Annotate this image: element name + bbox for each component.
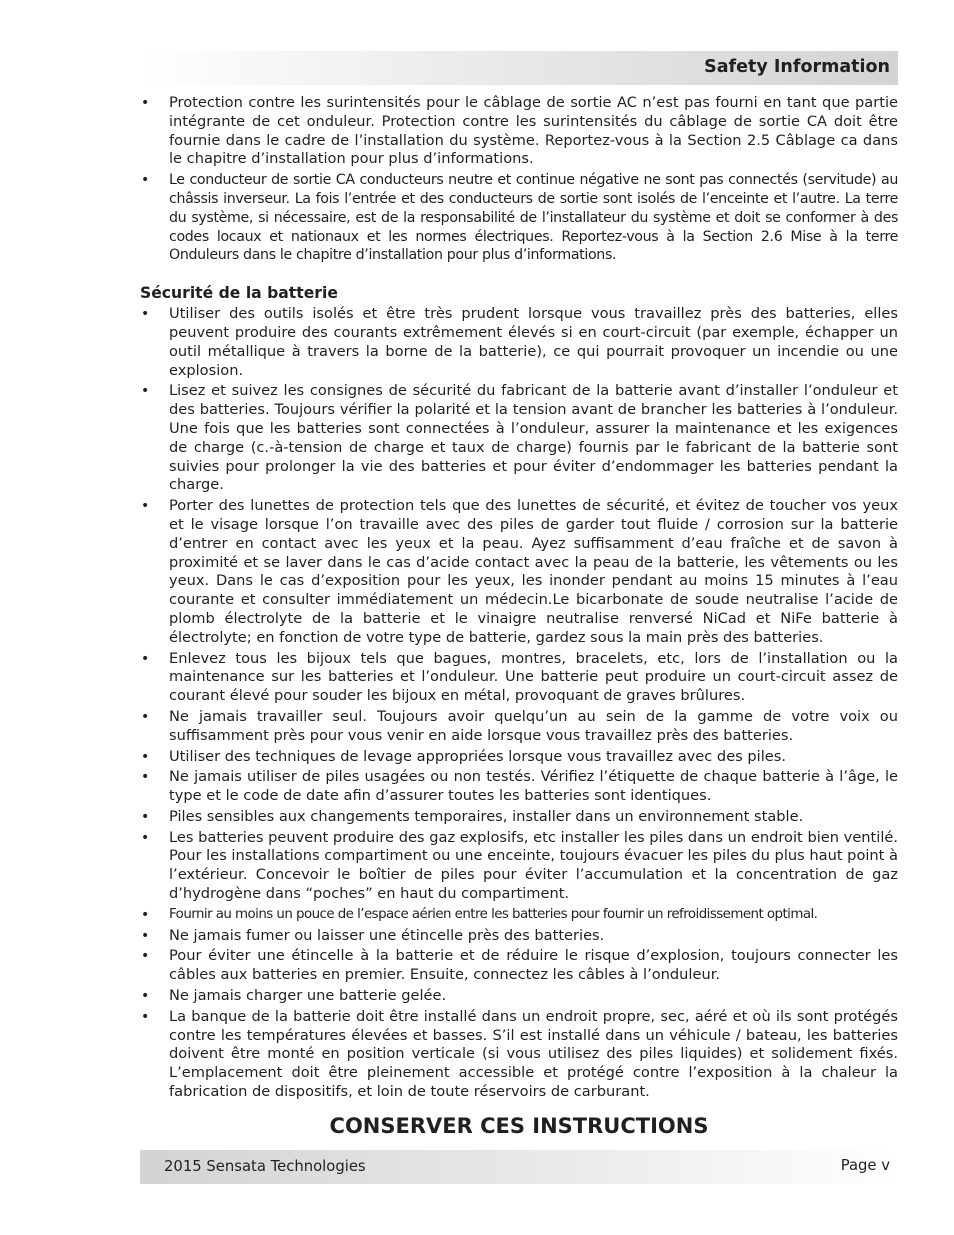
bullet-icon: •: [141, 172, 149, 189]
bullet-icon: •: [141, 927, 150, 944]
list-item-text: Les batteries peuvent produire des gaz explosifs, etc installer les piles dans un endroit bien ventilé. Pour les installations compartiment ou une enceinte, toujours évacuer les piles du plus haut point à l’extérieur. Concevoir le boîtier de piles pour éviter l’accumulation et la concentration de gaz d’hydrogène dans “poches” en haut du compartiment.: [169, 828, 898, 903]
list-item-text: Utiliser des techniques de levage appropriées lorsque vous travaillez avec des piles.: [169, 747, 787, 765]
list-item: [140, 1008, 898, 1102]
section-heading: Sécurité de la batterie: [140, 284, 338, 303]
list-item: [140, 382, 898, 495]
page-content: [140, 94, 898, 1104]
battery-bullet-list: [140, 305, 898, 1102]
list-item: [140, 497, 898, 647]
page-header-title: Safety Information: [704, 57, 890, 77]
list-item-text: Fournir au moins un pouce de l’espace aérien entre les batteries pour fournir un refroidissement optimal.: [169, 906, 818, 922]
bullet-icon: •: [141, 383, 150, 400]
footer-bar: [140, 1150, 898, 1184]
list-item: [140, 94, 898, 169]
page-number: Page v: [840, 1157, 890, 1174]
footer-copyright: 2015 Sensata Technologies: [164, 1158, 366, 1175]
list-item-text: Ne jamais travailler seul. Toujours avoir quelqu’un au sein de la gamme de votre voix ou suffisamment près pour vous venir en aide lorsque vous travaillez près des batteries.: [169, 707, 898, 744]
list-item: [140, 906, 898, 925]
list-item-text: Porter des lunettes de protection tels que des lunettes de sécurité, et évitez de toucher vos yeux et le visage lorsque l’on travaille avec des piles de garder tout fluide / corrosion sur la batterie d’entrer en contact avec les yeux et la peau. Ayez suffisamment d’eau fraîche et de savon à proximité et se laver dans le cas d’acide contact avec la peau de la batterie, les vêtements ou les yeux. Dans le cas d’exposition pour les yeux, les inonder pendant au moins 15 minutes à l’eau courante et consulter immédiatement un médecin.Le bicarbonate de soude neutralise l’acide de plomb électrolyte de la batterie et le vinaigre neutralise renversé NiCad et NiFe batterie à électrolyte; en fonction de votre type de batterie, gardez sous la main près des batteries.: [169, 497, 898, 646]
list-item: [140, 987, 898, 1006]
list-item-text: Utiliser des outils isolés et être très prudent lorsque vous travaillez près des batteries, elles peuvent produire des courants extrêmement élevés si en court-circuit (par exemple, échapper un outil métallique à travers la borne de la batterie), ce qui pourrait provoquer un incendie ou une explosion.: [169, 305, 898, 379]
bullet-icon: •: [141, 906, 149, 923]
list-item: [140, 748, 898, 767]
list-item-text: La banque de la batterie doit être installé dans un endroit propre, sec, aéré et où ils sont protégés contre les températures élevées et basses. S’il est installé dans un véhicule / bateau, les batteries doivent être monté en position verticale (si vous utilisez des piles liquides) et solidement fixés. L’emplacement doit être pleinement accessible et protégé contre l’exposition à la chaleur la fabrication de dispositifs, et loin de toute réservoirs de carburant.: [169, 1007, 898, 1101]
bullet-icon: •: [141, 708, 150, 725]
bullet-icon: •: [141, 1008, 150, 1025]
list-item: [140, 947, 898, 985]
bullet-icon: •: [141, 95, 150, 111]
intro-bullet-list: [140, 94, 898, 265]
list-item: [140, 829, 898, 904]
list-item-text: Piles sensibles aux changements temporaires, installer dans un environnement stable.: [169, 807, 804, 825]
list-item-text: Ne jamais fumer ou laisser une étincelle près des batteries.: [169, 926, 605, 944]
list-item-text: Protection contre les surintensités pour le câblage de sortie AC n’est pas fourni en tant que partie intégrante de cet onduleur. Protection contre les surintensités du câblage de sortie CA doit être fournie dans le cadre de l’installation du système. Reportez-vous à la Section 2.5 Câblage ca dans le chapitre d’installation pour plus d’informations.: [169, 94, 898, 168]
bullet-icon: •: [141, 829, 150, 846]
bullet-icon: •: [141, 808, 150, 825]
list-item: [140, 927, 898, 946]
closing-heading: CONSERVER CES INSTRUCTIONS: [329, 1114, 709, 1138]
list-item: [140, 650, 898, 706]
list-item: [140, 808, 898, 827]
bullet-icon: •: [141, 306, 150, 323]
bullet-icon: •: [141, 498, 150, 515]
bullet-icon: •: [141, 748, 150, 765]
list-item: [140, 708, 898, 746]
bullet-icon: •: [141, 769, 150, 786]
list-item-text: Le conducteur de sortie CA conducteurs neutre et continue négative ne sont pas connectés (servitude) au châssis inverseur. La fois l’entrée et des conducteurs de sortie sont isolés de l’enceinte et l’autre. La terre du système, si nécessaire, est de la responsabilité de l’installateur du système et doit se conformer à des codes locaux et nationaux et les normes électriques. Reportez-vous à la Section 2.6 Mise à la terre Onduleurs dans le chapitre d’installation pour plus d’informations.: [169, 172, 898, 264]
bullet-icon: •: [141, 650, 150, 667]
list-item-text: Lisez et suivez les consignes de sécurité du fabricant de la batterie avant d’installer l’onduleur et des batteries. Toujours vérifier la polarité et la tension avant de brancher les batteries à l’onduleur. Une fois que les batteries sont connectées à l’onduleur, assurer la maintenance et les exigences de charge (c.-à-tension de charge et taux de charge) fournis par le fabricant de la batterie sont suivies pour prolonger la vie des batteries et pour éviter d’endommager les batteries pendant la charge.: [169, 382, 898, 494]
list-item-text: Pour éviter une étincelle à la batterie et de réduire le risque d’explosion, toujours connecter les câbles aux batteries en premier. Ensuite, connectez les câbles à l’onduleur.: [169, 947, 898, 984]
list-item: [140, 305, 898, 380]
list-item-text: Ne jamais charger une batterie gelée.: [169, 987, 447, 1005]
bullet-icon: •: [141, 948, 150, 965]
list-item-text: Enlevez tous les bijoux tels que bagues, montres, bracelets, etc, lors de l’installation ou la maintenance sur les batteries et l’onduleur. Une batterie peut produire un court-circuit assez de courant élevé pour souder les bijoux en métal, provoquant de graves brûlures.: [169, 649, 898, 705]
list-item: [140, 171, 898, 265]
bullet-icon: •: [141, 988, 150, 1005]
list-item: [140, 768, 898, 806]
list-item-text: Ne jamais utiliser de piles usagées ou non testés. Vérifiez l’étiquette de chaque batterie à l’âge, le type et le code de date afin d’assurer toutes les batteries sont identiques.: [169, 768, 898, 805]
header-bar: [140, 51, 898, 85]
